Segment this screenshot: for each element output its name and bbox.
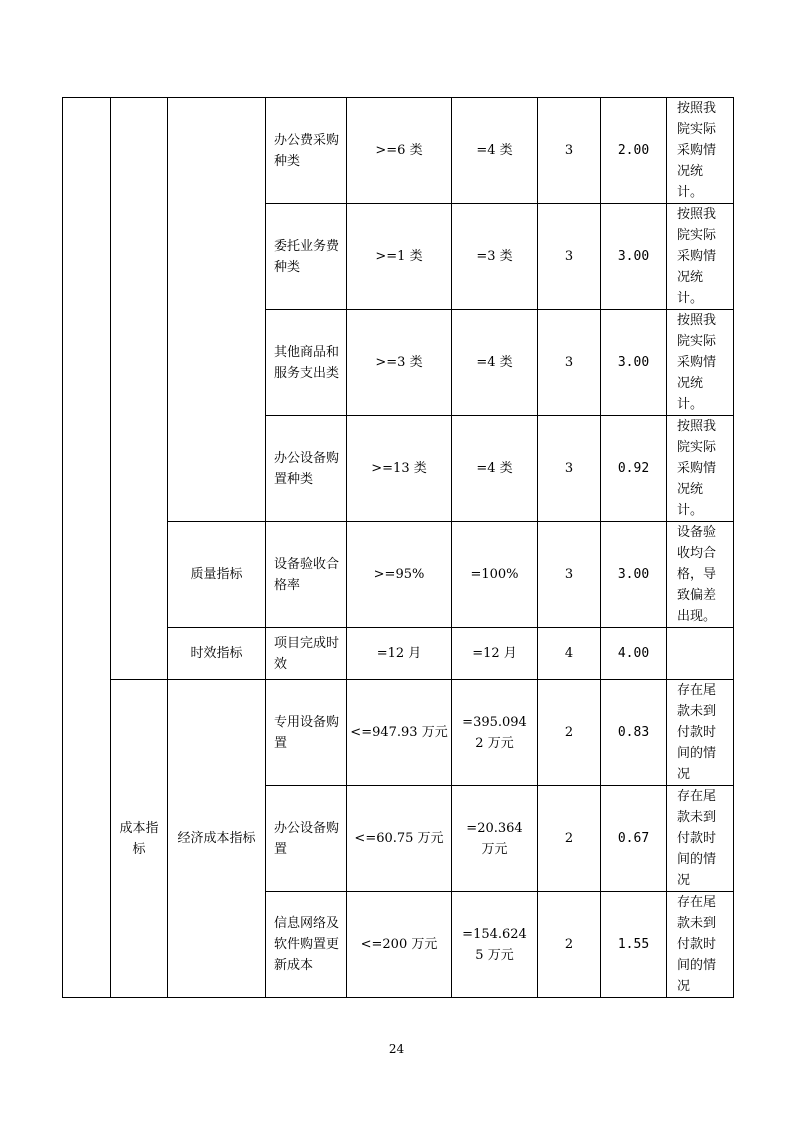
weight-value: 3 <box>538 416 601 522</box>
score-value: 0.83 <box>601 680 667 786</box>
target-value: =12 月 <box>347 628 452 680</box>
deviation-note: 存在尾款未到付款时间的情况 <box>667 892 734 998</box>
deviation-note: 设备验收均合格，导致偏差出现。 <box>667 522 734 628</box>
page-number: 24 <box>388 1042 405 1056</box>
target-value: <=60.75 万元 <box>347 786 452 892</box>
deviation-note <box>667 628 734 680</box>
deviation-note: 按照我院实际采购情况统计。 <box>667 416 734 522</box>
target-value: >=3 类 <box>347 310 452 416</box>
deviation-note: 按照我院实际采购情况统计。 <box>667 204 734 310</box>
item-name: 设备验收合格率 <box>266 522 347 628</box>
weight-value: 3 <box>538 204 601 310</box>
score-value: 0.92 <box>601 416 667 522</box>
actual-value: =12 月 <box>452 628 538 680</box>
target-value: >=95% <box>347 522 452 628</box>
deviation-note: 存在尾款未到付款时间的情况 <box>667 786 734 892</box>
weight-value: 3 <box>538 522 601 628</box>
weight-value: 3 <box>538 310 601 416</box>
weight-value: 2 <box>538 786 601 892</box>
category-cell-quantity <box>168 98 266 522</box>
deviation-note: 按照我院实际采购情况统计。 <box>667 310 734 416</box>
target-value: >=1 类 <box>347 204 452 310</box>
score-value: 0.67 <box>601 786 667 892</box>
category-timeliness: 时效指标 <box>168 628 266 680</box>
item-name: 办公设备购置种类 <box>266 416 347 522</box>
category-economic-cost: 经济成本指标 <box>168 680 266 998</box>
target-value: >=13 类 <box>347 416 452 522</box>
deviation-note: 按照我院实际采购情况统计。 <box>667 98 734 204</box>
deviation-note: 存在尾款未到付款时间的情况 <box>667 680 734 786</box>
score-value: 3.00 <box>601 204 667 310</box>
actual-value: =4 类 <box>452 310 538 416</box>
table-row <box>63 98 734 204</box>
actual-value: =4 类 <box>452 416 538 522</box>
level2-cost: 成本指标 <box>111 680 168 998</box>
target-value: <=200 万元 <box>347 892 452 998</box>
actual-value: =100% <box>452 522 538 628</box>
item-name: 办公设备购置 <box>266 786 347 892</box>
performance-indicator-table <box>62 97 734 998</box>
target-value: >=6 类 <box>347 98 452 204</box>
actual-value: =3 类 <box>452 204 538 310</box>
actual-value: =4 类 <box>452 98 538 204</box>
item-name: 专用设备购置 <box>266 680 347 786</box>
score-value: 2.00 <box>601 98 667 204</box>
weight-value: 2 <box>538 680 601 786</box>
actual-value: =154.6245 万元 <box>452 892 538 998</box>
item-name: 项目完成时效 <box>266 628 347 680</box>
score-value: 3.00 <box>601 522 667 628</box>
item-name: 办公费采购种类 <box>266 98 347 204</box>
level2-cell-output <box>111 98 168 680</box>
category-quality: 质量指标 <box>168 522 266 628</box>
item-name: 委托业务费种类 <box>266 204 347 310</box>
target-value: <=947.93 万元 <box>347 680 452 786</box>
score-value: 3.00 <box>601 310 667 416</box>
table-row <box>63 680 734 786</box>
score-value: 1.55 <box>601 892 667 998</box>
score-value: 4.00 <box>601 628 667 680</box>
weight-value: 4 <box>538 628 601 680</box>
actual-value: =395.0942 万元 <box>452 680 538 786</box>
item-name: 信息网络及软件购置更新成本 <box>266 892 347 998</box>
actual-value: =20.364 万元 <box>452 786 538 892</box>
level1-cell <box>63 98 111 998</box>
weight-value: 2 <box>538 892 601 998</box>
weight-value: 3 <box>538 98 601 204</box>
item-name: 其他商品和服务支出类 <box>266 310 347 416</box>
